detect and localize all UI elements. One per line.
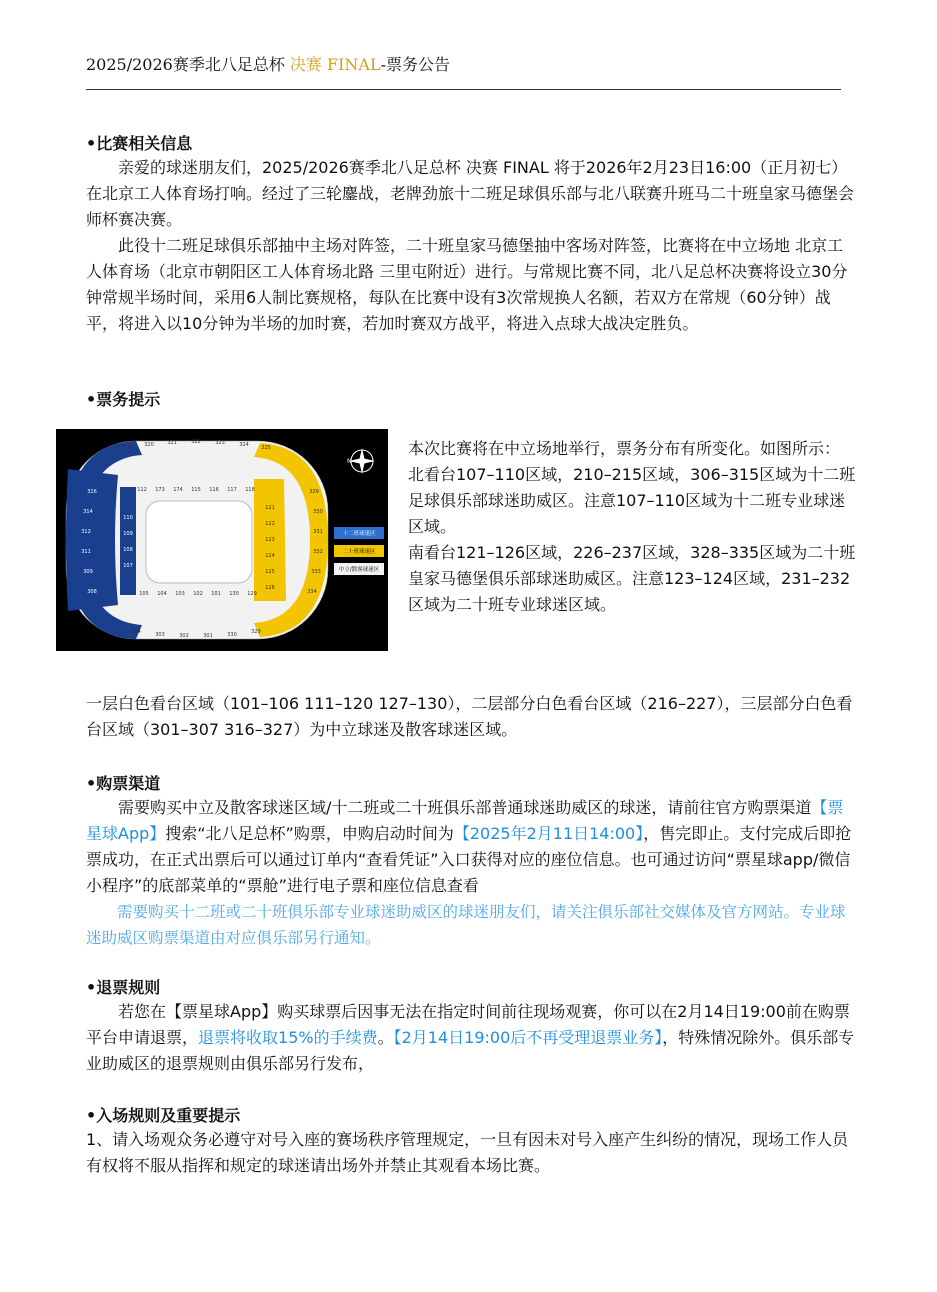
svg-text:125: 125 [265,569,275,575]
svg-text:118: 118 [245,487,255,493]
svg-text:321: 321 [167,440,177,446]
svg-text:N: N [347,458,352,465]
refund-deadline-note: 【2月14日19:00后不再受理退票业务】 [393,1028,663,1047]
svg-text:174: 174 [173,487,183,493]
svg-text:110: 110 [123,515,133,521]
svg-text:308: 308 [87,589,97,595]
svg-text:333: 333 [311,569,321,575]
svg-text:312: 312 [81,529,91,535]
svg-text:101: 101 [211,591,221,597]
svg-text:314: 314 [83,509,93,515]
ticket-distribution-text [408,436,858,618]
svg-text:323: 323 [215,440,225,446]
neutral-zone-paragraph: 一层白色看台区域（101–106 111–120 127–130），二层部分白色看台区域（216–227），三层部分白色看台区域（301–307 316–327）为中立球迷及散客球迷区域。 [86,694,853,739]
sale-start-time: 【2025年2月11日14:00】 [453,824,644,843]
svg-text:329: 329 [251,629,261,635]
svg-text:301: 301 [203,633,213,639]
ticket-channels-paragraph-1: 需要购买中立及散客球迷区域/十二班或二十班俱乐部普通球迷助威区的球迷，请前往官方购票渠道【票星球App】搜索“北八足总杯”购票，申购启动时间为【2025年2月11日14:00】，售完即止。支付完成后即抢票成功，在正式出票后可以通过订单内“查看凭证”入口获得对应的座位信息。也可通过访问“票星球app/微信小程序”的底部菜单的“票舱”进行电子票和座位信息查看 [86,798,852,895]
svg-text:112: 112 [137,487,147,493]
ticket-channels-paragraph-2: 需要购买十二班或二十班俱乐部专业球迷助威区的球迷朋友们，请关注俱乐部社交媒体及官方网站。专业球迷助威区购票渠道由对应俱乐部另行通知。 [86,903,846,947]
svg-text:124: 124 [265,553,275,559]
ticket-tip-north: 北看台107–110区域，210–215区域，306–315区域为十二班足球俱乐部球迷助威区。注意107–110区域为十二班专业球迷区域。 [408,465,856,536]
svg-text:316: 316 [87,489,97,495]
svg-text:126: 126 [265,585,275,591]
svg-text:121: 121 [265,505,275,511]
svg-text:122: 122 [265,521,275,527]
legend-class20: 二十班球迷区 [342,549,376,555]
svg-text:330: 330 [313,509,323,515]
section-heading-entry-rules: •入场规则及重要提示 [86,1106,241,1125]
svg-text:304: 304 [131,629,141,635]
svg-text:330: 330 [227,632,237,638]
ticket-tip-south: 南看台121–126区域，226–237区域，328–335区域为二十班皇家马德堡俱乐部球迷助威区。注意123–124区域，231–232区域为二十班专业球迷区域。 [408,543,856,614]
entry-rules-text [86,1127,856,1179]
svg-text:103: 103 [175,591,185,597]
entry-rule-1: 1、请入场观众务必遵守对号入座的赛场秩序管理规定，一旦有因未对号入座产生纠纷的情况，现场工作人员有权将不服从指挥和规定的球迷请出场外并禁止其观看本场比赛。 [86,1130,849,1175]
svg-text:115: 115 [191,487,201,493]
svg-text:116: 116 [209,487,219,493]
svg-text:322: 322 [191,439,201,445]
svg-text:173: 173 [155,487,165,493]
svg-text:108: 108 [123,547,133,553]
section-heading-ticket-channels: •购票渠道 [86,774,161,793]
svg-text:123: 123 [265,537,275,543]
svg-text:320: 320 [144,442,154,448]
svg-text:129: 129 [247,591,257,597]
svg-text:102: 102 [193,591,203,597]
stadium-seating-map [56,429,388,651]
refund-rules-text [86,999,856,1077]
header-divider [86,89,841,90]
svg-text:107: 107 [123,563,133,569]
svg-text:324: 324 [239,442,249,448]
svg-text:117: 117 [227,487,237,493]
ticket-channels-text [86,795,856,951]
svg-text:309: 309 [83,569,93,575]
refund-fee-note: 退票将收取15%的手续费 [198,1028,378,1047]
svg-text:325: 325 [261,445,271,451]
svg-text:104: 104 [157,591,167,597]
svg-text:105: 105 [139,591,149,597]
neutral-zone-text [86,691,856,743]
ticket-app-link[interactable]: 【票星球App】 [86,798,844,843]
ticket-tip-intro: 本次比赛将在中立场地举行，票务分布有所变化。如图所示： [408,439,841,458]
section-label-north-top: 319 [121,445,131,451]
section-heading-ticket-tips: •票务提示 [86,390,161,409]
svg-text:331: 331 [313,529,323,535]
svg-text:332: 332 [313,549,323,555]
legend-neutral: 中立/散客球迷区 [338,567,380,573]
legend-class12: 十二班球迷区 [342,531,376,537]
svg-text:302: 302 [179,633,189,639]
svg-text:109: 109 [123,531,133,537]
section-heading-match-info: •比赛相关信息 [86,134,193,153]
title-final-highlight: 决赛 FINAL [289,55,381,74]
match-info-paragraph-1: 亲爱的球迷朋友们，2025/2026赛季北八足总杯 决赛 FINAL 将于2026年2月23日16:00（正月初七）在北京工人体育场打响。经过了三轮鏖战，老牌劲旅十二班足球俱乐部与北八联赛升班马二十班皇家马德堡会师杯赛决赛。 [86,158,855,229]
document-title: 2025/2026赛季北八足总杯 决赛 FINAL-票务公告 [86,55,451,74]
svg-text:334: 334 [307,589,317,595]
svg-text:303: 303 [155,632,165,638]
section-heading-refund-rules: •退票规则 [86,978,161,997]
refund-rules-paragraph: 若您在【票星球App】购买球票后因事无法在指定时间前往现场观赛，你可以在2月14日19:00前在购票平台申请退票，退票将收取15%的手续费。【2月14日19:00后不再受理退票业务】，特殊情况除外。俱乐部专业助威区的退票规则由俱乐部另行发布， [86,1002,855,1073]
svg-text:329: 329 [309,489,319,495]
svg-text:311: 311 [81,549,91,555]
compass-icon [347,448,375,474]
match-info-paragraph-2: 此役十二班足球俱乐部抽中主场对阵签，二十班皇家马德堡抽中客场对阵签，比赛将在中立场地 北京工人体育场（北京市朝阳区工人体育场北路 三里屯附近）进行。与常规比赛不同，北八足总杯决赛将设立30分钟常规半场时间，采用6人制比赛规格，每队在比赛中设有3次常规换人名额，若双方在常规（60分钟）战平，将进入以10分钟为半场的加时赛，若加时赛双方战平，将进入点球大战决定胜负。 [86,236,848,333]
svg-text:130: 130 [229,591,239,597]
match-info-text [86,155,856,337]
